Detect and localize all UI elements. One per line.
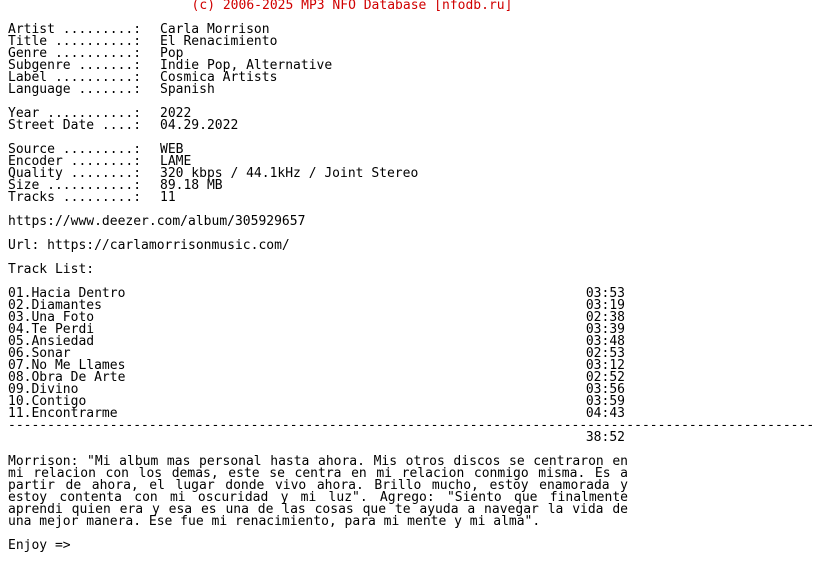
track-title: 02.Diamantes [8,298,102,313]
track-time: 03:19 [585,298,625,313]
track-time: 02:53 [585,346,625,361]
track-title: 09.Divino [8,382,79,397]
meta-value: 11 [160,190,176,205]
track-title: 11.Encontrarme [8,406,118,421]
track-title: 08.Obra De Arte [8,370,126,385]
track-row [8,324,625,336]
track-row [8,384,625,396]
track-row [8,372,625,384]
meta-key: Label ..........: [8,70,142,85]
meta-key: Language .......: [8,82,142,97]
track-time: 04:43 [585,406,625,421]
track-title: 07.No Me Llames [8,358,126,373]
track-row [8,312,625,324]
artist-url: Url: https://carlamorrisonmusic.com/ [8,238,290,253]
track-title: 01.Hacia Dentro [8,286,126,301]
spacer [8,252,628,264]
meta-block-date [8,108,628,132]
total-time: 38:52 [585,430,625,445]
spacer [8,528,628,540]
meta-value: WEB [160,142,184,157]
meta-key: Size ...........: [8,178,142,193]
meta-value: LAME [160,154,192,169]
track-time: 03:59 [585,394,625,409]
meta-key: Tracks .........: [8,190,142,205]
track-time: 03:12 [585,358,625,373]
meta-key: Artist .........: [8,22,142,37]
meta-value: 320 kbps / 44.1kHz / Joint Stereo [160,166,419,181]
divider: ------------------------------------------------------------------------------------------------------- [8,418,814,433]
meta-value: 2022 [160,106,192,121]
meta-key: Title ..........: [8,34,142,49]
track-list [8,288,628,420]
meta-key: Year ...........: [8,106,142,121]
meta-value: Spanish [160,82,215,97]
track-title: 10.Contigo [8,394,87,409]
meta-key: Quality ........: [8,166,142,181]
meta-key: Encoder ........: [8,154,142,169]
meta-key: Subgenre .......: [8,58,142,73]
meta-key: Street Date ....: [8,118,142,133]
meta-value: Indie Pop, Alternative [160,58,333,73]
nfo-document [8,22,814,553]
meta-key: Source .........: [8,142,142,157]
track-row [8,300,625,312]
track-row [8,336,625,348]
enjoy-line: Enjoy => [8,538,71,553]
track-time: 03:53 [585,286,625,301]
meta-value: 89.18 MB [160,178,223,193]
meta-key: Genre ..........: [8,46,142,61]
meta-value: Pop [160,46,184,61]
track-title: 06.Sonar [8,346,71,361]
track-time: 03:39 [585,322,625,337]
meta-row-language [8,84,628,96]
meta-row-tracks [8,192,628,204]
track-time: 02:38 [585,310,625,325]
meta-block-release [8,24,628,96]
track-title: 05.Ansiedad [8,334,95,349]
meta-value: El Renacimiento [160,34,278,49]
track-time: 03:48 [585,334,625,349]
track-title: 03.Una Foto [8,310,95,325]
meta-value: Cosmica Artists [160,70,278,85]
deezer-link: https://www.deezer.com/album/305929657 [8,214,306,229]
tracklist-label: Track List: [8,262,95,277]
meta-block-technical [8,144,628,204]
track-time: 03:56 [585,382,625,397]
meta-value: 04.29.2022 [160,118,239,133]
track-title: 04.Te Perdi [8,322,95,337]
track-time: 02:52 [585,370,625,385]
quote-paragraph: Morrison: "Mi album mas personal hasta ahora. Mis otros discos se centraron en mi relacion con los demas, este se centra en mi relacion conmigo misma. Es a partir de ahora, el lugar donde vivo ahora. Brillo mucho, estoy enamorada y estoy contenta con mi oscuridad y mi luz". Agrego: "Siento que finalmente aprendi quien era y esa es una de las cosas que te ayuda a navegar la vida de una mejor manera. Ese fue mi renacimiento, para mi mente y mi alma". [8,454,628,529]
meta-value: Carla Morrison [160,22,270,37]
meta-row-street-date [8,120,628,132]
nfodb-header: (c) 2006-2025 MP3 NFO Database [nfodb.ru] [191,0,513,13]
